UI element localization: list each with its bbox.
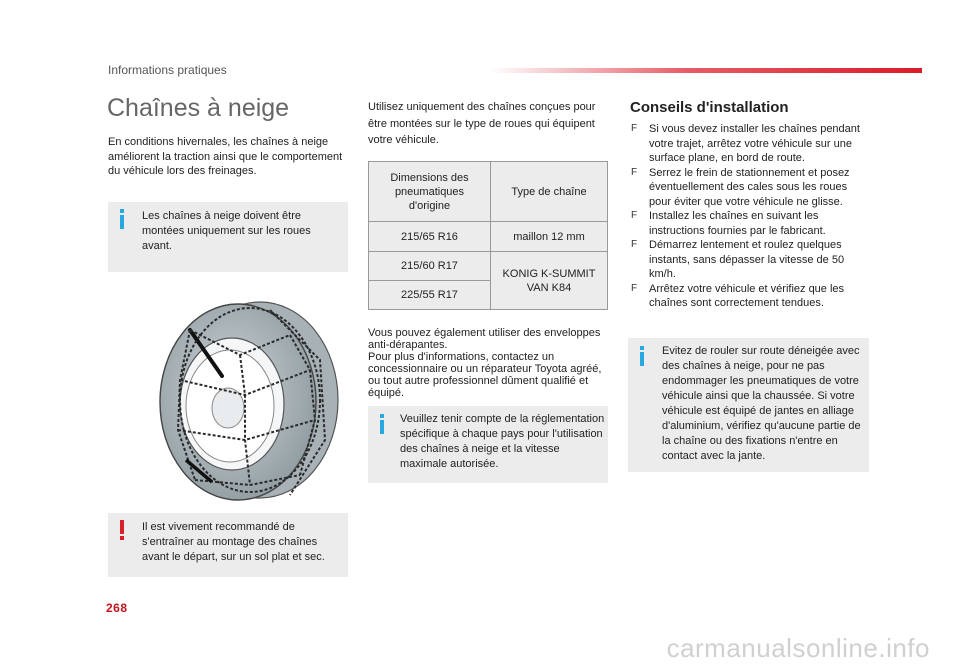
info-box-front-wheels xyxy=(108,202,348,272)
intro-paragraph: En conditions hivernales, les chaînes à neige améliorent la traction ainsi que le comportement du véhicule lors des freinages. xyxy=(108,136,343,177)
table-cell-size: 225/55 R17 xyxy=(369,281,491,310)
table-cell-chain: maillon 12 mm xyxy=(491,222,608,252)
usage-paragraph: Utilisez uniquement des chaînes conçues pour être montées sur le type de roues qui équipent votre véhicule. xyxy=(368,101,596,146)
alternative-paragraph: Vous pouvez également utiliser des enveloppes anti-dérapantes. Pour plus d'informations, contactez un concessionnaire ou un réparateur Toyota agréé, ou tout autre professionnel dûment qualifié et équipé. xyxy=(368,327,602,399)
table-row xyxy=(369,252,608,281)
warning-icon xyxy=(120,520,124,540)
chain-dimensions-table xyxy=(368,161,608,310)
bullet-icon: F xyxy=(631,166,638,178)
warning-box-text: Il est vivement recommandé de s'entraîner au montage des chaînes avant le départ, sur un sol plat et sec. xyxy=(142,521,325,563)
table-cell-size: 215/65 R16 xyxy=(369,222,491,252)
list-item: F Démarrez lentement et roulez quelques instants, sans dépasser la vitesse de 50 km/h. xyxy=(631,239,845,280)
page-title: Chaînes à neige xyxy=(107,94,290,122)
table-cell-size: 215/60 R17 xyxy=(369,252,491,281)
table-header-dimensions: Dimensions des pneumatiques d'origine xyxy=(369,162,491,222)
section-label: Informations pratiques xyxy=(108,63,227,77)
watermark: carmanualsonline.info xyxy=(666,633,930,663)
table-cell-chain: KONIG K-SUMMIT VAN K84 xyxy=(491,252,608,310)
info-icon xyxy=(380,414,384,434)
list-item: F Installez les chaînes en suivant les instructions fournies par le fabricant. xyxy=(631,210,826,237)
bullet-icon: F xyxy=(631,210,638,221)
page-number: 268 xyxy=(106,601,128,615)
list-item: F Si vous devez installer les chaînes pendant votre trajet, arrêtez votre véhicule sur une surface plane, en bord de route. xyxy=(631,123,860,164)
installation-steps xyxy=(630,122,870,311)
table-header-row xyxy=(369,162,608,222)
snow-chain-wheel-illustration xyxy=(150,300,350,505)
bullet-icon: F xyxy=(631,123,638,134)
info-icon xyxy=(640,346,644,366)
installation-title: Conseils d'installation xyxy=(630,99,789,116)
warning-box-practice xyxy=(108,513,348,577)
table-row xyxy=(369,222,608,252)
header-accent-bar xyxy=(490,68,922,73)
bullet-icon: F xyxy=(631,282,638,294)
bullet-icon: F xyxy=(631,239,638,250)
list-item: F Serrez le frein de stationnement et posez éventuellement des cales sous les roues pour éviter que votre véhicule ne glisse. xyxy=(631,166,850,208)
info-icon xyxy=(120,209,124,229)
list-item: F Arrêtez votre véhicule et vérifiez que les chaînes sont correctement tendues. xyxy=(631,282,845,309)
table-header-chain-type: Type de chaîne xyxy=(491,162,608,222)
info-box-snow-road xyxy=(628,338,869,472)
info-box-text: Evitez de rouler sur route déneigée avec des chaînes à neige, pour ne pas endommager les pneumatiques de votre véhicule ainsi que la chaussée. Si votre véhicule est équipé de jantes en alliage d'aluminium, vérifiez qu'aucune partie de la chaîne ou des fixations n'entre en contact avec la jante. xyxy=(662,345,861,462)
info-box-text: Les chaînes à neige doivent être montées uniquement sur les roues avant. xyxy=(142,210,311,252)
info-box-text: Veuillez tenir compte de la réglementation spécifique à chaque pays pour l'utilisation des chaînes à neige et la vitesse maximale autorisée. xyxy=(400,413,605,470)
info-box-regulations xyxy=(368,406,608,483)
